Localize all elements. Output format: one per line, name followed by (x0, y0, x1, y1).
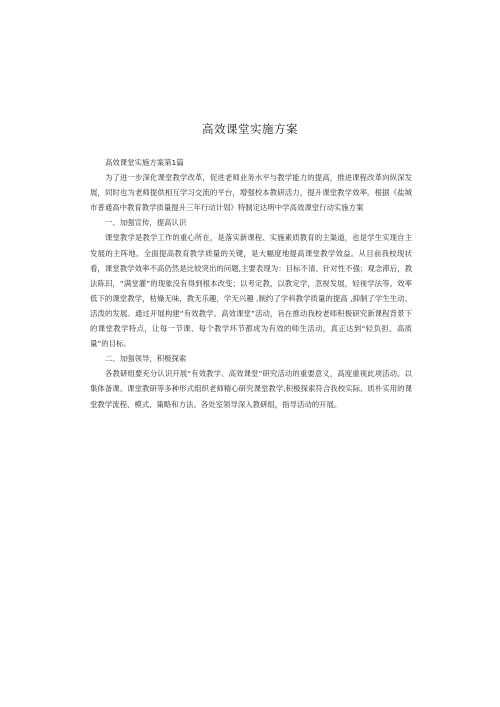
document-body (90, 155, 412, 412)
section-heading-2: 二、加强领导，积极探索 (105, 354, 187, 364)
section-heading-1: 一、加强宣传，提高认识 (105, 218, 187, 228)
document-subtitle: 高效课堂实施方案第1篇 (105, 158, 184, 167)
paragraph-section-1: 课堂教学是教学工作的重心所在，是落实新课程、实施素质教育的主渠道，也是学生实现自主发展的主阵地。全面提高教育教学质量的关键，是大幅度地提高课堂教学效益。从目前我校现状看，课堂教学效率不高仍然是比较突出的问题,主要表现为：目标不清、针对性不强；观念滞后，教法陈旧，“满堂灌”的现象没有得到根本改变；以考定教、以教定学，忽视发展，轻视学法等。效率低下的课堂教学，枯燥无味，教无乐趣，学无兴趣 ,制约了学科教学质量的提高 ,抑制了学生生动、活泼的发展。通过开展构建“有效教学、高效课堂”活动，旨在推动我校老师积极研究新课程背景下的课堂教学特点，让每一节课、每个教学环节都成为有效的师生活动，真正达到“轻负担、高质量”的目标。 (90, 233, 412, 349)
paragraph-intro: 为了进一步深化课堂教学改革，促进老师业务水平与教学能力的提高，推进课程改革向纵深发展，同时也为老师提供相互学习交流的平台，增强校本教研活力，提升课堂教学效率。根据《盐城市普通高中教育教学质量提升三年行动计划》特制定达明中学高效课堂行动实施方案 (90, 173, 412, 213)
document-title: 高效课堂实施方案 (202, 122, 298, 136)
paragraph-section-2: 各教研组要充分认识开展“有效教学、高效课堂”研究活动的重要意义，高度重视此项活动。以集体备课、课堂教研等多种形式组织老师精心研究课堂教学,积极探索符合我校实际、质朴实用的课堂教学流程、模式、策略和方法。各处室领导深入教研组，指导活动的开展。 (90, 369, 412, 409)
